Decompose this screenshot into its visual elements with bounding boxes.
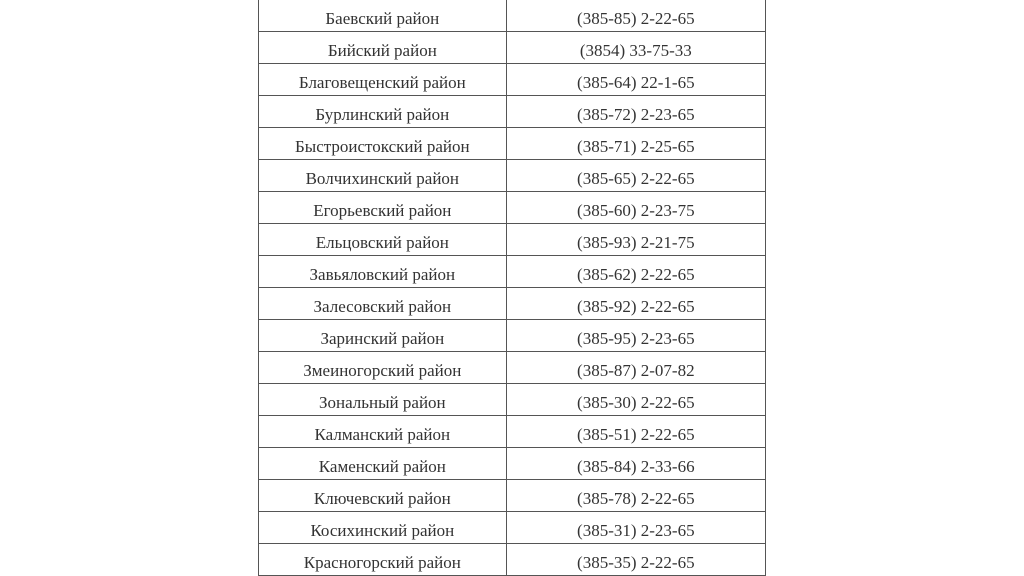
phone-number: (385-95) 2-23-65 — [577, 329, 695, 348]
phone-number: (385-35) 2-22-65 — [577, 553, 695, 572]
phone-cell — [506, 320, 765, 352]
table-row — [259, 416, 766, 448]
district-name: Косихинский район — [310, 521, 455, 540]
phone-cell — [506, 256, 765, 288]
phone-number: (385-71) 2-25-65 — [577, 137, 695, 156]
phone-cell — [506, 448, 765, 480]
district-name: Ельцовский район — [315, 233, 449, 252]
phone-cell — [506, 128, 765, 160]
district-name: Калманский район — [314, 425, 451, 444]
district-cell — [259, 352, 507, 384]
district-name: Волчихинский район — [305, 169, 460, 188]
district-cell — [259, 512, 507, 544]
table-row — [259, 128, 766, 160]
table-row — [259, 256, 766, 288]
phone-number: (385-30) 2-22-65 — [577, 393, 695, 412]
phone-cell — [506, 512, 765, 544]
table-row — [259, 352, 766, 384]
district-cell — [259, 128, 507, 160]
phone-number: (385-78) 2-22-65 — [577, 489, 695, 508]
phone-cell — [506, 192, 765, 224]
district-cell — [259, 32, 507, 64]
phone-number: (3854) 33-75-33 — [579, 41, 692, 60]
district-name: Заринский район — [320, 329, 445, 348]
phone-cell — [506, 0, 765, 32]
phone-cell — [506, 480, 765, 512]
district-cell — [259, 288, 507, 320]
table-body — [259, 0, 766, 576]
district-cell — [259, 96, 507, 128]
district-name: Егорьевский район — [313, 201, 452, 220]
phone-number: (385-72) 2-23-65 — [577, 105, 695, 124]
district-cell — [259, 0, 507, 32]
table-row — [259, 32, 766, 64]
table-row — [259, 0, 766, 32]
phone-number: (385-64) 22-1-65 — [577, 73, 695, 92]
phone-cell — [506, 224, 765, 256]
district-cell — [259, 384, 507, 416]
district-cell — [259, 192, 507, 224]
district-name: Каменский район — [318, 457, 446, 476]
table-row — [259, 320, 766, 352]
district-name: Завьяловский район — [309, 265, 456, 284]
table-row — [259, 384, 766, 416]
district-cell — [259, 256, 507, 288]
phone-cell — [506, 384, 765, 416]
phone-cell — [506, 96, 765, 128]
district-name: Красногорский район — [303, 553, 461, 572]
phone-number: (385-92) 2-22-65 — [577, 297, 695, 316]
district-cell — [259, 224, 507, 256]
table-row — [259, 544, 766, 576]
district-cell — [259, 160, 507, 192]
phone-cell — [506, 64, 765, 96]
phone-number: (385-65) 2-22-65 — [577, 169, 695, 188]
district-phone-table — [258, 0, 766, 576]
district-name: Бурлинский район — [315, 105, 450, 124]
district-cell — [259, 544, 507, 576]
phone-number: (385-62) 2-22-65 — [577, 265, 695, 284]
district-name: Благовещенский район — [298, 73, 466, 92]
district-name: Быстроистокский район — [295, 137, 470, 156]
phone-number: (385-87) 2-07-82 — [577, 361, 695, 380]
phone-cell — [506, 160, 765, 192]
phone-number: (385-60) 2-23-75 — [577, 201, 695, 220]
district-cell — [259, 416, 507, 448]
table-row — [259, 160, 766, 192]
phone-cell — [506, 352, 765, 384]
table-row — [259, 64, 766, 96]
phone-cell — [506, 544, 765, 576]
table-row — [259, 288, 766, 320]
district-name: Залесовский район — [313, 297, 452, 316]
phone-number: (385-51) 2-22-65 — [577, 425, 695, 444]
phone-cell — [506, 416, 765, 448]
table-row — [259, 512, 766, 544]
district-cell — [259, 448, 507, 480]
district-name: Баевский район — [325, 9, 440, 28]
table-row — [259, 96, 766, 128]
phone-number: (385-93) 2-21-75 — [577, 233, 695, 252]
district-cell — [259, 320, 507, 352]
phone-number: (385-31) 2-23-65 — [577, 521, 695, 540]
phone-cell — [506, 32, 765, 64]
phone-number: (385-84) 2-33-66 — [577, 457, 695, 476]
table-row — [259, 448, 766, 480]
district-name: Бийский район — [327, 41, 437, 60]
district-cell — [259, 64, 507, 96]
phone-number: (385-85) 2-22-65 — [577, 9, 695, 28]
table-row — [259, 192, 766, 224]
phone-cell — [506, 288, 765, 320]
table-row — [259, 480, 766, 512]
district-cell — [259, 480, 507, 512]
district-phone-table-container — [258, 0, 766, 576]
district-name: Зональный район — [318, 393, 446, 412]
district-name: Змеиногорский район — [303, 361, 462, 380]
district-name: Ключевский район — [313, 489, 451, 508]
table-row — [259, 224, 766, 256]
